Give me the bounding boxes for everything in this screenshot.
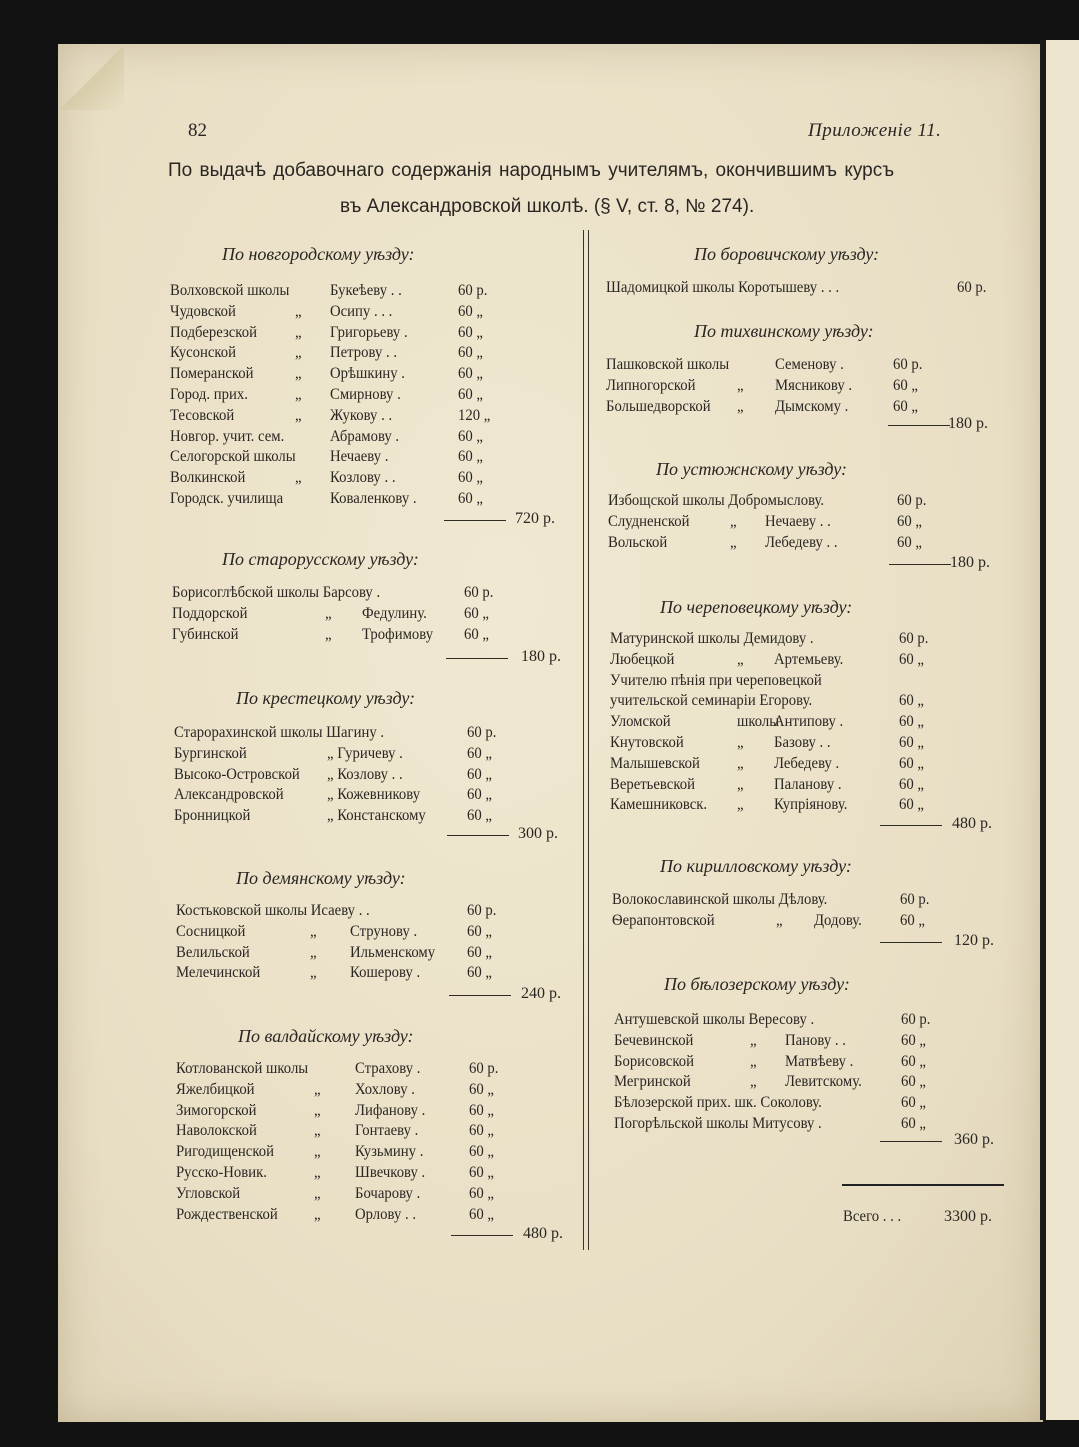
column-divider [588, 230, 589, 1250]
section-heading: По тихвинскому уѣзду: [694, 321, 874, 341]
ditto-mark: „ [737, 377, 744, 394]
page-title-line-2: въ Александровской школѣ. (§ V, ст. 8, № 274). [340, 196, 755, 217]
subtotal: 180 р. [948, 415, 988, 432]
row-amount: 60 р. [901, 1011, 931, 1028]
row-amount: 60 „ [458, 428, 483, 445]
row-amount: 60 „ [899, 776, 924, 793]
row-amount: 60 „ [469, 1081, 494, 1098]
row-teacher: Гонтаеву . [355, 1122, 419, 1139]
row-amount: 60 „ [901, 1115, 926, 1132]
row-label: Волокославинской школы Дѣлову. [612, 891, 828, 908]
ditto-mark: „ [310, 964, 317, 981]
row-teacher: „ Кожевникову [327, 786, 421, 803]
subtotal: 360 р. [954, 1131, 994, 1148]
row-teacher: Коваленкову . [330, 490, 417, 507]
section-heading: По старорусскому уѣзду: [222, 549, 419, 569]
ditto-mark: „ [737, 755, 744, 772]
row-teacher: Паланову . [774, 776, 842, 793]
row-amount: 60 „ [899, 692, 924, 709]
grand-total-value: 3300 р. [944, 1208, 992, 1225]
section-heading: По череповецкому уѣзду: [660, 597, 853, 617]
row-label: Шадомицкой школы Коротышеву . . . [606, 279, 840, 296]
row-teacher: Купріянову. [774, 796, 848, 813]
row-amount: 60 „ [897, 534, 922, 551]
row-amount: 60 „ [469, 1143, 494, 1160]
row-school: Новгор. учит. сем. [170, 428, 285, 445]
row-teacher: Додову. [814, 912, 862, 929]
ditto-mark: „ [325, 626, 332, 643]
subtotal-rule [449, 995, 511, 996]
row-teacher: Букеѣеву . . [330, 282, 402, 299]
row-amount: 120 „ [458, 407, 491, 424]
row-amount: 60 „ [458, 344, 483, 361]
row-school: Губинской [172, 626, 239, 643]
ditto-mark: „ [295, 324, 302, 341]
section-heading: По валдайскому уѣзду: [238, 1026, 414, 1046]
row-school: Волховской школы [170, 282, 290, 299]
section-heading: По бѣлозерскому уѣзду: [664, 974, 850, 994]
row-amount: 60 „ [458, 448, 483, 465]
row-label: Матуринской школы Демидову . [610, 630, 814, 647]
row-amount: 60 р. [467, 902, 497, 919]
row-label: Антушевской школы Вересову . [614, 1011, 815, 1028]
section-heading: По новгородскому уѣзду: [222, 244, 415, 264]
row-school: Сосницкой [176, 923, 246, 940]
row-school: Волкинской [170, 469, 246, 486]
row-amount: 60 р. [467, 724, 497, 741]
row-teacher: Антипову . [774, 713, 844, 730]
row-teacher: Петрову . . [330, 344, 398, 361]
ditto-mark: „ [310, 923, 317, 940]
row-amount: 60 „ [893, 377, 918, 394]
row-amount: 60 „ [458, 365, 483, 382]
ditto-mark: „ [314, 1185, 321, 1202]
row-school: Мегринской [614, 1073, 691, 1090]
row-label: Учителю пѣнія при череповецкой [610, 672, 822, 689]
ditto-mark: „ [750, 1032, 757, 1049]
row-school: Чудовской [170, 303, 236, 320]
row-amount: 60 „ [899, 755, 924, 772]
row-school: Вольской [608, 534, 668, 551]
row-school: Кнутовской [610, 734, 684, 751]
row-teacher: Абрамову . [330, 428, 400, 445]
row-teacher: Трофимову [362, 626, 434, 643]
row-school: Ригодищенской [176, 1143, 274, 1160]
row-school: Уломской [610, 713, 671, 730]
row-school: Пашковской школы [606, 356, 730, 373]
section-heading: По боровичскому уѣзду: [694, 244, 880, 264]
subtotal-rule [888, 425, 950, 426]
page-title-line-1: По выдачѣ добавочнаго содержанія народнымъ учителямъ, окончившимъ курсъ [168, 160, 895, 181]
ditto-mark: школы [737, 713, 780, 730]
ditto-mark: „ [750, 1073, 757, 1090]
row-amount: 60 „ [467, 786, 492, 803]
row-amount: 60 р. [957, 279, 987, 296]
row-amount: 60 „ [458, 303, 483, 320]
row-teacher: „ Констанскому [327, 807, 426, 824]
row-school: Русско-Новик. [176, 1164, 267, 1181]
row-teacher: Орѣшкину . [330, 365, 405, 382]
row-teacher: Григорьеву . [330, 324, 408, 341]
section-heading: По демянскому уѣзду: [236, 868, 406, 888]
row-label: Борисоглѣбской школы Барсову . [172, 584, 381, 601]
row-teacher: Хохлову . [355, 1081, 415, 1098]
row-amount: 60 р. [464, 584, 494, 601]
row-amount: 60 „ [469, 1102, 494, 1119]
row-school: Рождественской [176, 1206, 278, 1223]
row-amount: 60 „ [899, 796, 924, 813]
row-school: Высоко-Островской [174, 766, 300, 783]
row-amount: 60 „ [464, 605, 489, 622]
row-school: Город. прих. [170, 386, 248, 403]
row-amount: 60 „ [901, 1073, 926, 1090]
ditto-mark: „ [737, 796, 744, 813]
row-amount: 60 „ [469, 1206, 494, 1223]
subtotal: 240 р. [521, 985, 561, 1002]
subtotal-rule [880, 1141, 942, 1142]
row-amount: 60 „ [467, 807, 492, 824]
row-amount: 60 „ [469, 1122, 494, 1139]
row-amount: 60 „ [458, 469, 483, 486]
row-teacher: Артемьеву. [774, 651, 844, 668]
ditto-mark: „ [295, 386, 302, 403]
row-teacher: Панову . . [785, 1032, 846, 1049]
row-teacher: Лебедеву . . [765, 534, 838, 551]
row-amount: 60 „ [467, 766, 492, 783]
section-heading: По кирилловскому уѣзду: [660, 856, 852, 876]
subtotal: 480 р. [523, 1225, 563, 1242]
row-teacher: Смирнову . [330, 386, 401, 403]
row-amount: 60 „ [900, 912, 925, 929]
row-amount: 60 „ [901, 1053, 926, 1070]
row-amount: 60 „ [467, 923, 492, 940]
folded-corner [60, 46, 124, 110]
row-label: Избощской школы Добромыслову. [608, 492, 825, 509]
row-teacher: Нечаеву . [330, 448, 389, 465]
ditto-mark: „ [295, 365, 302, 382]
row-school: Камешниковск. [610, 796, 708, 813]
row-amount: 60 „ [458, 324, 483, 341]
ditto-mark: „ [314, 1122, 321, 1139]
row-amount: 60 „ [458, 386, 483, 403]
row-school: Веретьевской [610, 776, 695, 793]
ditto-mark: „ [730, 513, 737, 530]
ditto-mark: „ [310, 944, 317, 961]
row-amount: 60 „ [469, 1164, 494, 1181]
row-label: Погорѣльской школы Митусову . [614, 1115, 822, 1132]
row-teacher: Кузьмину . [355, 1143, 424, 1160]
adjacent-page-edge [1046, 40, 1079, 1420]
row-teacher: Левитскому. [785, 1073, 862, 1090]
subtotal-rule [451, 1235, 513, 1236]
row-teacher: Жукову . . [330, 407, 393, 424]
subtotal: 300 р. [518, 825, 558, 842]
row-amount: 60 р. [899, 630, 929, 647]
row-amount: 60 „ [469, 1185, 494, 1202]
subtotal: 180 р. [950, 554, 990, 571]
row-amount: 60 р. [900, 891, 930, 908]
ditto-mark: „ [314, 1143, 321, 1160]
subtotal-rule [880, 942, 942, 943]
row-teacher: Семенову . [775, 356, 844, 373]
row-school: Котлованской школы [176, 1060, 309, 1077]
ditto-mark: „ [314, 1102, 321, 1119]
row-amount: 60 „ [893, 398, 918, 415]
row-school: Подберезской [170, 324, 257, 341]
row-amount: 60 „ [467, 964, 492, 981]
subtotal-rule [880, 825, 942, 826]
row-school: Зимогорской [176, 1102, 257, 1119]
row-amount: 60 р. [469, 1060, 499, 1077]
row-teacher: Мясникову . [775, 377, 853, 394]
ditto-mark: „ [295, 407, 302, 424]
ditto-mark: „ [730, 534, 737, 551]
row-school: Городск. училища [170, 490, 284, 507]
subtotal-rule [889, 564, 951, 565]
row-amount: 60 „ [464, 626, 489, 643]
ditto-mark: „ [325, 605, 332, 622]
ditto-mark: „ [295, 344, 302, 361]
column-divider [583, 230, 584, 1250]
subtotal-rule [444, 520, 506, 521]
row-school: Любецкой [610, 651, 675, 668]
row-teacher: Лебедеву . [774, 755, 840, 772]
row-school: Бургинской [174, 745, 247, 762]
row-amount: 60 „ [901, 1094, 926, 1111]
row-label: учительской семинаріи Егорову. [610, 692, 813, 709]
row-school: Бечевинской [614, 1032, 694, 1049]
row-teacher: Швечкову . [355, 1164, 426, 1181]
row-school: Малышевской [610, 755, 700, 772]
subtotal-rule [447, 835, 509, 836]
row-amount: 60 „ [899, 734, 924, 751]
ditto-mark: „ [737, 651, 744, 668]
section-heading: По устюжнскому уѣзду: [656, 459, 848, 479]
ditto-mark: „ [737, 776, 744, 793]
row-school: Кусонской [170, 344, 237, 361]
row-amount: 60 „ [899, 651, 924, 668]
row-school: Слудненской [608, 513, 690, 530]
ditto-mark: „ [295, 303, 302, 320]
row-school: Ѳерапонтовской [612, 912, 715, 929]
row-teacher: Дымскому . [775, 398, 849, 415]
row-teacher: Федулину. [362, 605, 427, 622]
row-teacher: Козлову . . [330, 469, 396, 486]
row-teacher: Нечаеву . . [765, 513, 831, 530]
row-school: Наволокской [176, 1122, 257, 1139]
page-number: 82 [188, 120, 207, 141]
subtotal: 480 р. [952, 815, 992, 832]
row-school: Селогорской школы [170, 448, 296, 465]
row-school: Александровской [174, 786, 284, 803]
row-teacher: Орлову . . [355, 1206, 417, 1223]
ditto-mark: „ [737, 398, 744, 415]
row-amount: 60 „ [901, 1032, 926, 1049]
row-teacher: Кошерову . [350, 964, 421, 981]
row-amount: 60 „ [899, 713, 924, 730]
row-label: Бѣлозерской прих. шк. Соколову. [614, 1094, 822, 1111]
row-school: Померанской [170, 365, 254, 382]
ditto-mark: „ [314, 1164, 321, 1181]
row-school: Большедворской [606, 398, 711, 415]
row-amount: 60 „ [467, 745, 492, 762]
row-teacher: Струнову . [350, 923, 418, 940]
ditto-mark: „ [750, 1053, 757, 1070]
row-school: Велильской [176, 944, 250, 961]
row-school: Мелечинской [176, 964, 261, 981]
row-teacher: Ильменскому [350, 944, 436, 961]
row-teacher: Матвѣеву . [785, 1053, 854, 1070]
row-teacher: Страхову . [355, 1060, 421, 1077]
row-school: Бронницкой [174, 807, 251, 824]
row-amount: 60 „ [467, 944, 492, 961]
row-teacher: „ Козлову . . [327, 766, 403, 783]
ditto-mark: „ [295, 469, 302, 486]
subtotal-rule [446, 658, 508, 659]
row-amount: 60 „ [897, 513, 922, 530]
ditto-mark: „ [737, 734, 744, 751]
section-heading: По крестецкому уѣзду: [236, 688, 416, 708]
row-amount: 60 „ [458, 490, 483, 507]
row-teacher: „ Гуричеву . [327, 745, 403, 762]
row-school: Борисовской [614, 1053, 694, 1070]
grand-total-rule [842, 1184, 1004, 1186]
row-school: Липногорской [606, 377, 696, 394]
row-teacher: Базову . . [774, 734, 831, 751]
grand-total-label: Всего . . . [843, 1208, 902, 1225]
row-label: Костьковской школы Исаеву . . [176, 902, 370, 919]
row-school: Угловской [176, 1185, 241, 1202]
row-school: Тесовской [170, 407, 235, 424]
subtotal: 180 р. [521, 648, 561, 665]
subtotal: 720 р. [515, 510, 555, 527]
row-teacher: Осипу . . . [330, 303, 393, 320]
appendix-label: Приложеніе 11. [808, 120, 942, 141]
row-label: Старорахинской школы Шагину . [174, 724, 385, 741]
row-amount: 60 р. [893, 356, 923, 373]
subtotal: 120 р. [954, 932, 994, 949]
row-teacher: Бочарову . [355, 1185, 421, 1202]
row-teacher: Лифанову . [355, 1102, 426, 1119]
row-school: Поддорской [172, 605, 248, 622]
row-school: Яжелбицкой [176, 1081, 255, 1098]
ditto-mark: „ [776, 912, 783, 929]
row-amount: 60 р. [897, 492, 927, 509]
row-amount: 60 р. [458, 282, 488, 299]
ditto-mark: „ [314, 1081, 321, 1098]
ditto-mark: „ [314, 1206, 321, 1223]
